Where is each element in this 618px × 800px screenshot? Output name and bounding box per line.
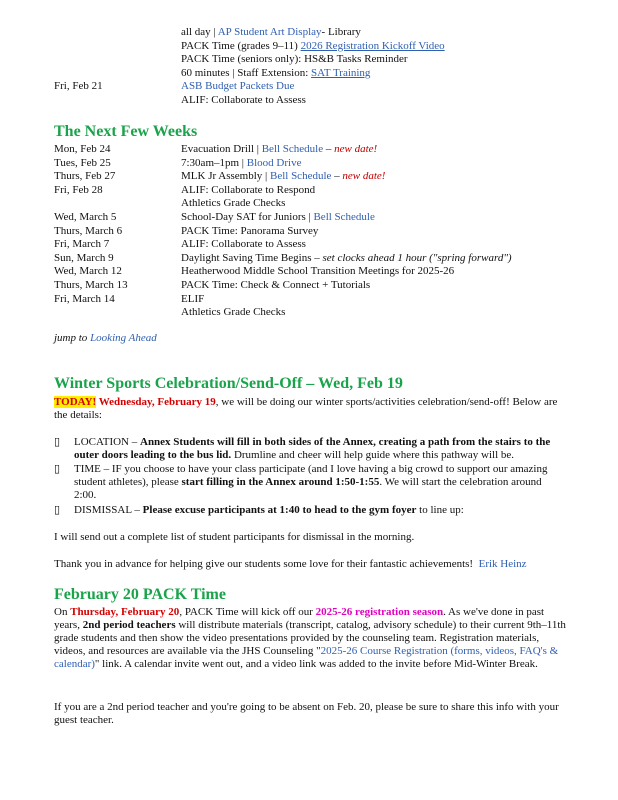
pack-on: On [54,606,71,618]
thanks-text: Thank you in advance for helping give our students some love for their fantastic achievements! [54,558,474,570]
registration-season: 2025-26 registration season [315,606,444,618]
bullet-icon: ▯ [54,463,61,475]
pack-text-a: , PACK Time will kick off our [179,606,316,618]
today-badge: TODAY! [54,396,97,408]
event-description [181,170,385,183]
event-text: – [331,170,343,183]
thanks-paragraph [54,558,566,571]
event-date: Sun, March 9 [54,251,114,264]
new-date-note: new date! [334,143,378,155]
event-date: Fri, Feb 21 [54,80,103,93]
event-description [181,279,370,292]
event-text: set clocks ahead 1 hour ("spring forward") [322,251,512,264]
event-text: ALIF: Collaborate to Assess [181,94,306,106]
bullet-dismissal-bold: Please excuse participants at 1:40 to head to the gym foyer [142,504,417,516]
event-description [181,197,285,210]
event-date: Thurs, March 6 [54,224,123,237]
bullet-dismissal-label: DISMISSAL – [74,504,143,516]
event-text: Athletics Grade Checks [181,306,286,319]
event-description [181,306,285,319]
pack-text-c: will distribute materials (transcript, catalog, advisory schedule) to their current 9th–11th grade students and then show the video presentations provided by the counseling team. Registration materials, videos, and resources are available via the JHS Counseling " [54,619,566,657]
jump-prefix: jump to [54,332,91,344]
bullet-icon: ▯ [54,436,61,448]
event-date: Fri, March 7 [54,238,110,251]
signature-link[interactable]: Erik Heinz [478,558,527,570]
event-date: Fri, March 14 [54,292,115,305]
event-description [181,53,408,66]
event-date: Thurs, Feb 27 [54,170,116,183]
event-description [181,67,370,80]
course-registration-link[interactable]: 2025-26 Course Registration (forms, videos, FAQ's & calendar) [54,645,559,670]
event-link[interactable]: Bell Schedule [313,211,375,223]
pack-text-d: " link. A calendar invite went out, and a video link was added to the invite before Mid-Winter Break. [94,658,538,670]
bullet-location-label: LOCATION – [74,436,140,448]
bullet-time-text: IF you choose to have your class participate (and I love having a big crowd to support our amazing student athletes), please [74,463,548,488]
winter-heading: Winter Sports Celebration/Send-Off – Wed, Feb 19 [54,375,403,392]
bullet-location-bold: Annex Students will fill in both sides of the Annex, creating a path from the stairs to the outer doors leading to the bus lid. [74,436,551,461]
event-text: Heatherwood Middle School Transition Meetings for 2025-26 [181,265,455,278]
pack-text-b: . As we've done in past years, [54,606,545,631]
absent-teacher-note: If you are a 2nd period teacher and you're going to be absent on Feb. 20, please be sure to share this info with your guest teacher. [54,701,559,726]
participants-note: I will send out a complete list of student participants for dismissal in the morning. [54,531,415,543]
event-description [181,293,204,306]
event-text: MLK Jr Assembly | [181,170,270,183]
event-description [181,252,512,265]
event-text: School-Day SAT for Juniors | [181,211,314,223]
event-link[interactable]: AP Student Art Display [217,26,322,38]
event-text: Daylight Saving Time Begins – [181,251,323,264]
new-date-note: new date! [342,170,386,183]
event-description [181,40,445,53]
event-text: Athletics Grade Checks [181,197,286,210]
event-description [181,94,306,107]
event-text: PACK Time (seniors only): HS&B Tasks Reminder [181,53,408,66]
event-link[interactable]: SAT Training [311,66,371,79]
event-link[interactable]: Bell Schedule [261,143,324,155]
second-period-teachers: 2nd period teachers [82,619,176,631]
event-link[interactable]: Bell Schedule [269,170,332,183]
event-text: ELIF [181,292,205,305]
event-description [181,26,361,39]
event-text: Evacuation Drill | [181,143,262,155]
pack-date: Thursday, February 20 [70,606,180,618]
event-date: Tues, Feb 25 [54,156,111,169]
event-text: – [323,143,335,155]
event-date: Mon, Feb 24 [54,143,111,155]
event-text: ALIF: Collaborate to Respond [181,183,316,196]
event-text: PACK Time: Panorama Survey [181,224,319,237]
event-description [181,238,306,251]
event-text: 60 minutes | Staff Extension: [181,66,312,79]
event-description [181,265,454,278]
event-description [181,143,377,156]
event-description [181,184,315,197]
event-description [181,157,301,170]
winter-intro [54,396,566,422]
event-description [181,225,318,238]
pack-paragraph [54,606,566,671]
jump-line [54,332,157,345]
event-date: Wed, March 5 [54,211,117,223]
event-date: Wed, March 12 [54,265,122,278]
event-text: PACK Time (grades 9–11) [181,39,301,52]
event-text: - Library [321,26,361,38]
bullet-location-rest: Drumline and cheer will help guide where this pathway will be. [231,449,515,461]
winter-date: Wednesday, February 19 [96,396,216,408]
event-text: ALIF: Collaborate to Assess [181,238,306,251]
event-description [181,80,294,93]
event-text: 7:30am–1pm | [181,156,247,169]
bullet-dismissal-rest: to line up: [416,504,464,516]
bullet-icon: ▯ [54,504,61,516]
event-link[interactable]: Blood Drive [246,156,302,169]
bullet-time-bold: start filling in the Annex around 1:50-1:55 [181,476,380,488]
looking-ahead-link[interactable]: Looking Ahead [90,332,157,344]
event-text: PACK Time: Check & Connect + Tutorials [181,279,371,291]
event-date: Thurs, March 13 [54,279,128,291]
event-description [181,211,375,224]
pack-heading: February 20 PACK Time [54,586,226,603]
event-link[interactable]: 2026 Registration Kickoff Video [300,39,445,52]
bullet-time-label: TIME – [74,463,112,475]
winter-intro-text: , we will be doing our winter sports/activities celebration/send-off! Below are the details: [54,396,558,421]
event-text: all day | [181,26,218,38]
event-link[interactable]: ASB Budget Packets Due [181,80,295,93]
event-date: Fri, Feb 28 [54,183,103,196]
next-weeks-heading: The Next Few Weeks [54,123,198,140]
bullet-time-rest: . We will start the celebration around 2:00. [74,476,542,501]
